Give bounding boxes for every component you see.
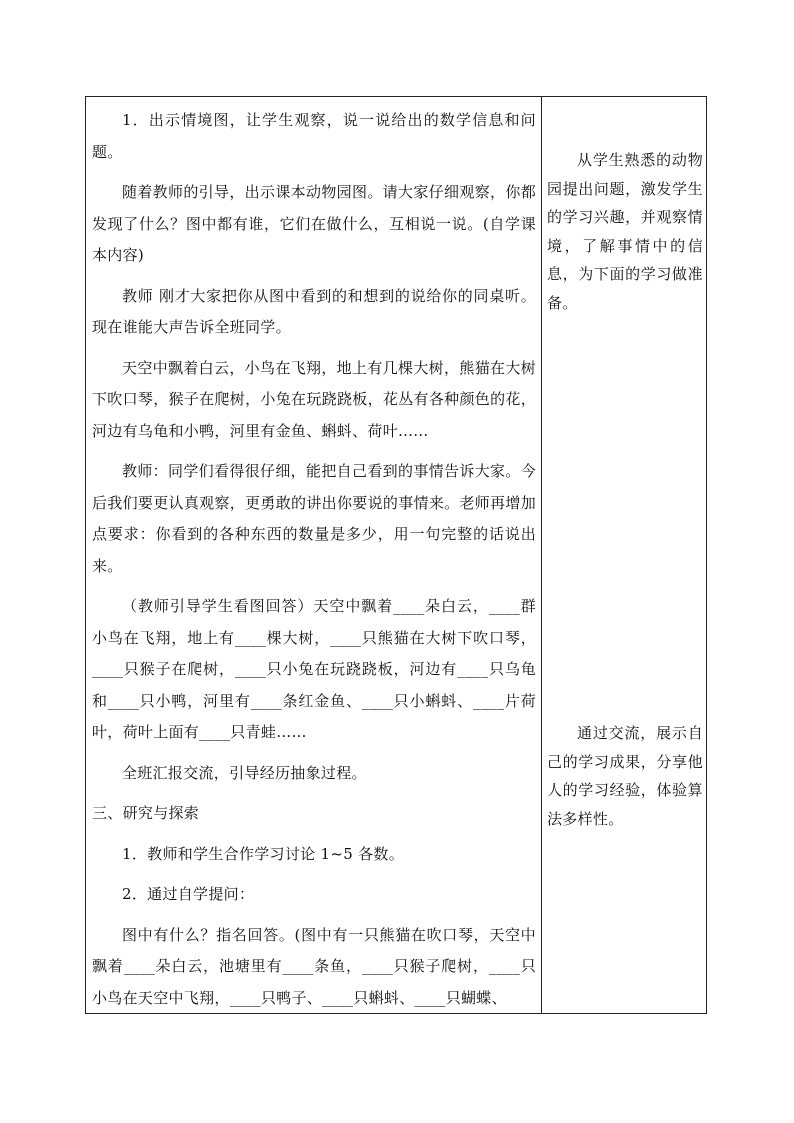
scene-description-paragraph: 天空中飘着白云，小鸟在飞翔，地上有几棵大树，熊猫在大树下吹口琴，猴子在爬树，小兔在玩跷跷板，花丛有各种颜色的花，河边有乌龟和小鸭，河里有金鱼、蝌蚪、荷叶…… <box>92 358 536 440</box>
teacher-prompt-paragraph: 教师 刚才大家把你从图中看到的和想到的说给你的同桌听。现在谁能大声告诉全班同学。 <box>92 286 536 336</box>
picture-question-paragraph: 图中有什么？指名回答。(图中有一只熊猫在吹口琴，天空中飘着____朵白云，池塘里有____条鱼，____只猴子爬树，____只小鸟在天空中飞翔，____只鸭子、____只蝌蚪、____只蝴蝶、 <box>92 925 536 1007</box>
lesson-plan-table <box>85 96 707 1014</box>
step-2-question: 2．通过自学提问： <box>122 885 255 903</box>
report-paragraph: 全班汇报交流，引导经历抽象过程。 <box>122 763 367 782</box>
section-heading: 三、研究与探索 <box>92 804 200 822</box>
teacher-feedback-paragraph: 教师：同学们看得很仔细，能把自己看到的事情告诉大家。今后我们要更认真观察，更勇敢的讲出你要说的事情来。老师再增加点要求：你看到的各种东西的数量是多少，用一句完整的话说出来。 <box>92 462 536 575</box>
step-1-discussion: 1．教师和学生合作学习讨论 1~5 各数。 <box>122 844 405 863</box>
step-1-paragraph: 1．出示情境图，让学生观察，说一说给出的数学信息和问题。 <box>92 111 536 161</box>
column-divider <box>541 97 542 1013</box>
teaching-process-column <box>92 105 536 1014</box>
fill-in-paragraph: （教师引导学生看图回答）天空中飘着____朵白云，____群小鸟在飞翔，地上有____棵大树，____只熊猫在大树下吹口琴，____只猴子在爬树，____只小兔在玩跷跷板，河边有____只乌龟和____只小鸭，河里有____条红金鱼、____只小蝌蚪、____片荷叶，荷叶上面有____只青蛙…… <box>92 597 536 741</box>
design-note-1: 从学生熟悉的动物园提出问题，激发学生的学习兴趣，并观察情境，了解事情中的信息，为下面的学习做准备。 <box>547 151 703 312</box>
design-note-2: 通过交流，展示自己的学习成果，分享他人的学习经验，体验算法多样性。 <box>547 724 703 828</box>
guide-paragraph: 随着教师的引导，出示课本动物园图。请大家仔细观察，你都发现了什么？图中都有谁，它们在做什么，互相说一说。(自学课本内容) <box>92 183 536 264</box>
